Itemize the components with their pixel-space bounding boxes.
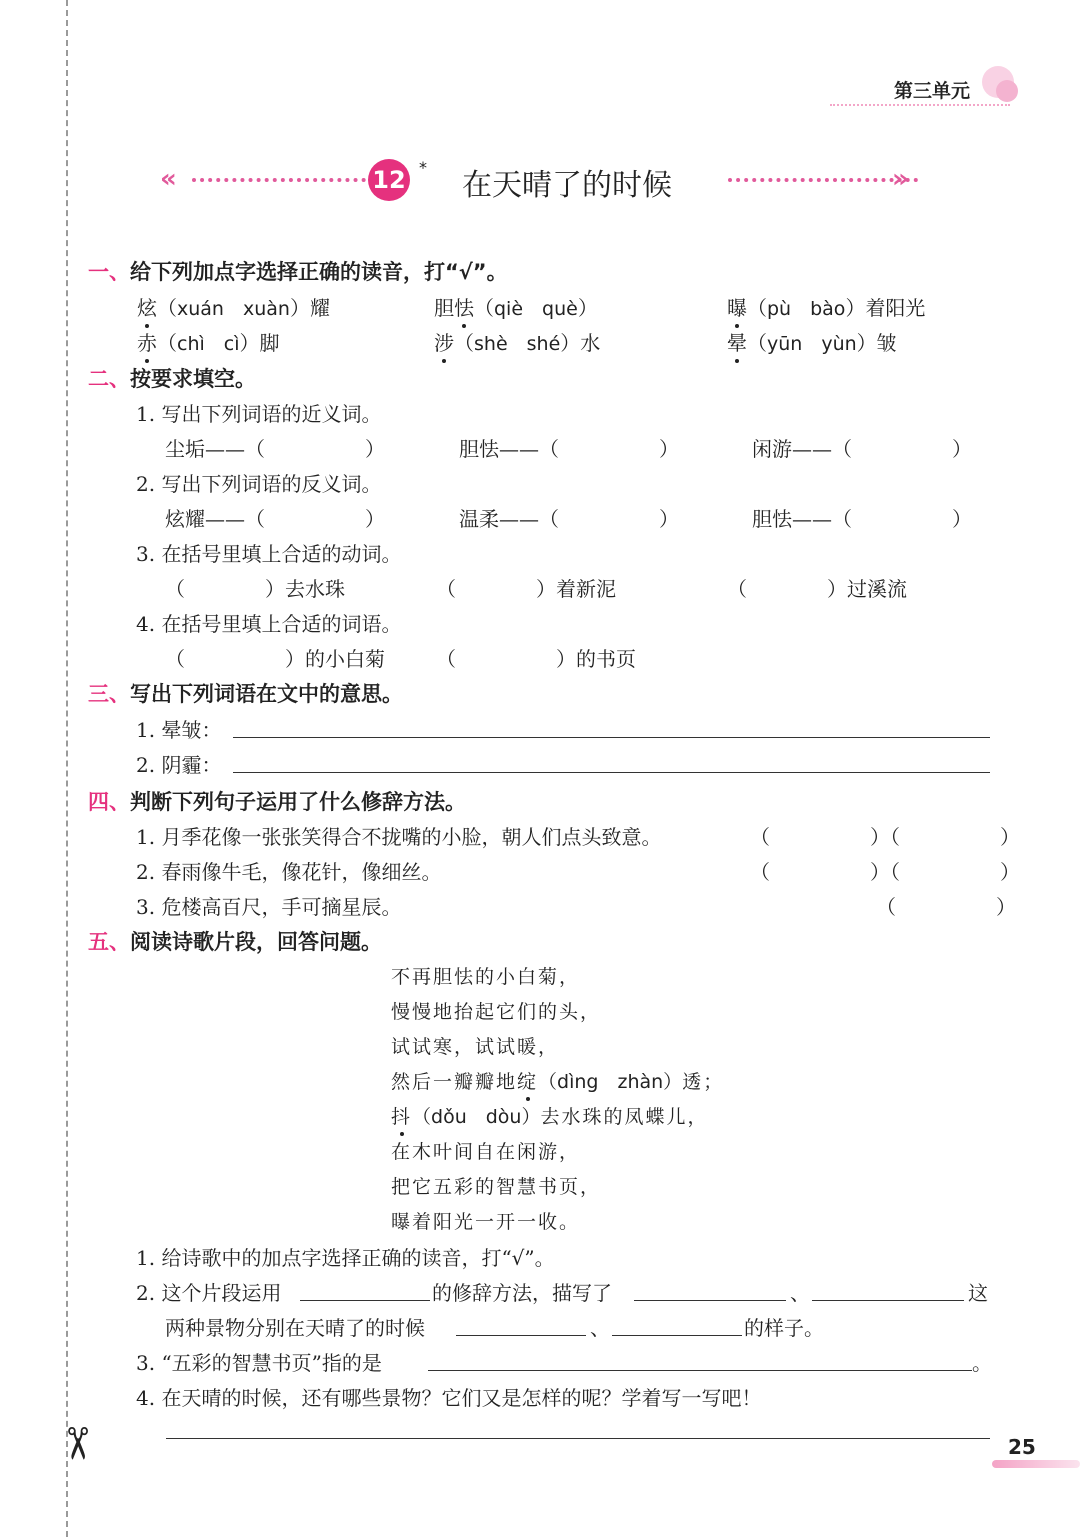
unit-label: 第三单元 <box>893 80 970 102</box>
sec5-q2-part-c: 、 <box>790 1281 810 1305</box>
sec1-item-4: 赤（chì cì）脚 <box>137 327 280 356</box>
poem-line-3: 试试寒，试试暖， <box>391 1036 560 1058</box>
page-number: 25 <box>1008 1435 1036 1459</box>
sec2-q1-item-1[interactable]: 尘垢——（ ） <box>165 437 385 461</box>
chevron-right-icon: » <box>892 164 903 194</box>
sec5-q2-part-d: 这 <box>968 1281 988 1305</box>
sec5-q2-blank-2[interactable] <box>634 1300 786 1301</box>
poem-line-2: 慢慢地抬起它们的头， <box>391 1001 602 1023</box>
title-dots-left <box>192 178 382 182</box>
sec2-q2-item-2[interactable]: 温柔——（ ） <box>459 507 679 531</box>
sec1-item-6: 晕（yūn yùn）皱 <box>727 327 897 356</box>
cut-line <box>66 0 68 1537</box>
sec2-q1-item-3[interactable]: 闲游——（ ） <box>752 437 972 461</box>
section-1-heading: 一、给下列加点字选择正确的读音，打“√”。 <box>88 260 508 284</box>
section-4-heading: 四、判断下列句子运用了什么修辞方法。 <box>88 790 466 814</box>
sec5-q3-part-a: 3. “五彩的智慧书页”指的是 <box>136 1351 382 1375</box>
lesson-title: 在天晴了的时候 <box>462 168 672 203</box>
sec5-q2-part-f: 、 <box>590 1316 610 1340</box>
sec5-q2-blank-3[interactable] <box>812 1300 964 1301</box>
sec3-q1: 1. 晕皱： <box>136 718 222 742</box>
sec5-q2-blank-5[interactable] <box>612 1335 742 1336</box>
sec4-q2-answer[interactable]: （ ）（ ） <box>750 860 1020 884</box>
sec5-q3-part-b: 。 <box>972 1351 992 1375</box>
section-5-heading: 五、阅读诗歌片段，回答问题。 <box>88 930 382 954</box>
section-3-heading: 三、写出下列词语在文中的意思。 <box>88 682 403 706</box>
sec2-q3-item-1[interactable]: （ ）去水珠 <box>165 577 345 601</box>
lesson-star: * <box>419 158 427 177</box>
sec5-q2-part-g: 的样子。 <box>744 1316 824 1340</box>
sec2-q3: 3. 在括号里填上合适的动词。 <box>136 542 402 566</box>
sec4-q3-answer[interactable]: （ ） <box>876 895 1016 919</box>
sec2-q1-item-2[interactable]: 胆怯——（ ） <box>459 437 679 461</box>
sec3-q2: 2. 阴霾： <box>136 753 222 777</box>
sec2-q2: 2. 写出下列词语的反义词。 <box>136 472 382 496</box>
poem-line-6: 在木叶间自在闲游， <box>391 1141 581 1163</box>
sec2-q4: 4. 在括号里填上合适的词语。 <box>136 612 402 636</box>
sec3-q1-answer-line[interactable] <box>233 737 990 738</box>
sec2-q1: 1. 写出下列词语的近义词。 <box>136 402 382 426</box>
title-dots-right <box>728 178 918 182</box>
sec1-item-5: 涉（shè shé）水 <box>434 327 600 356</box>
sec2-q4-item-2[interactable]: （ ）的书页 <box>436 647 636 671</box>
flower-decoration-inner <box>996 80 1018 102</box>
poem-line-7: 把它五彩的智慧书页， <box>391 1176 602 1198</box>
sec2-q2-item-3[interactable]: 胆怯——（ ） <box>752 507 972 531</box>
sec1-item-1: 炫（xuán xuàn）耀 <box>137 292 330 321</box>
sec5-q2-part-a: 2. 这个片段运用 <box>136 1281 282 1305</box>
sec2-q3-item-2[interactable]: （ ）着新泥 <box>436 577 616 601</box>
unit-underline <box>830 104 1010 106</box>
sec4-q3: 3. 危楼高百尺，手可摘星辰。 <box>136 895 402 919</box>
chevron-left-icon: « <box>160 164 171 194</box>
sec5-q2-part-b: 的修辞方法，描写了 <box>432 1281 612 1305</box>
sec2-q4-item-1[interactable]: （ ）的小白菊 <box>165 647 385 671</box>
sec4-q2: 2. 春雨像牛毛，像花针，像细丝。 <box>136 860 442 884</box>
sec4-q1: 1. 月季花像一张张笑得合不拢嘴的小脸，朝人们点头致意。 <box>136 825 662 849</box>
sec3-q2-answer-line[interactable] <box>233 772 990 773</box>
sec5-q2-blank-1[interactable] <box>300 1300 430 1301</box>
lesson-number: 12 <box>368 159 410 201</box>
poem-line-5: 抖（dǒu dòu）去水珠的凤蝶儿， <box>391 1102 709 1129</box>
sec1-item-3: 曝（pù bào）着阳光 <box>727 292 925 321</box>
poem-line-4: 然后一瓣瓣地绽（dìng zhàn）透； <box>391 1067 724 1094</box>
sec5-q2-blank-4[interactable] <box>456 1335 586 1336</box>
sec5-q4-answer-line[interactable] <box>166 1438 990 1439</box>
sec5-q3-blank[interactable] <box>428 1370 972 1371</box>
page-number-bar <box>992 1460 1080 1468</box>
sec2-q2-item-1[interactable]: 炫耀——（ ） <box>165 507 385 531</box>
sec2-q3-item-3[interactable]: （ ）过溪流 <box>727 577 907 601</box>
sec4-q1-answer[interactable]: （ ）（ ） <box>750 825 1020 849</box>
poem-line-8: 曝着阳光一开一收。 <box>391 1211 581 1233</box>
sec5-q4: 4. 在天晴的时候，还有哪些景物？它们又是怎样的呢？学着写一写吧！ <box>136 1386 762 1410</box>
poem-line-1: 不再胆怯的小白菊， <box>391 966 581 988</box>
scissors-icon: ✂ <box>50 1425 102 1462</box>
sec5-q1: 1. 给诗歌中的加点字选择正确的读音，打“√”。 <box>136 1246 555 1270</box>
section-2-heading: 二、按要求填空。 <box>88 367 256 391</box>
sec5-q2-part-e: 两种景物分别在天晴了的时候 <box>165 1316 425 1340</box>
sec1-item-2: 胆怯（qiè què） <box>434 292 598 321</box>
